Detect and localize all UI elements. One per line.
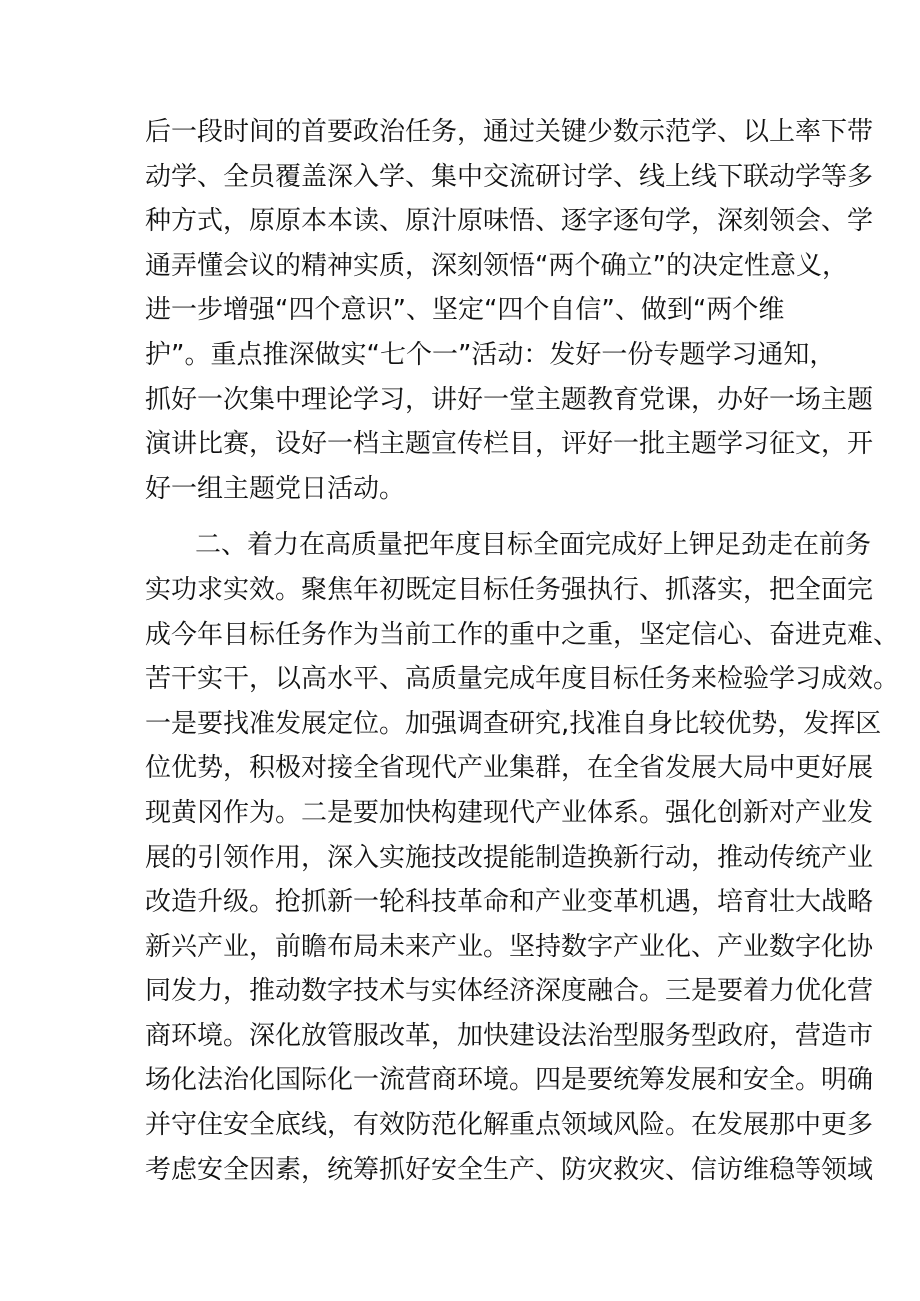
text-line: 新兴产业，前瞻布局未来产业。坚持数字产业化、产业数字化协 xyxy=(145,931,874,962)
text-line: 种方式，原原本本读、原汁原味悟、逐字逐句学，深刻领会、学 xyxy=(145,206,874,237)
text-line: 同发力，推动数字技术与实体经济深度融合。三是要着力优化营 xyxy=(145,976,874,1007)
text-line: 抓好一次集中理论学习，讲好一堂主题教育党课，办好一场主题 xyxy=(145,384,874,415)
text-line: 场化法治化国际化一流营商环境。四是要统筹发展和安全。明确 xyxy=(145,1065,874,1096)
text-line: 展的引领作用，深入实施技改提能制造换新行动，推动传统产业 xyxy=(145,842,874,873)
text-line: 改造升级。抢抓新一轮科技革命和产业变革机遇，培育壮大战略 xyxy=(145,887,874,918)
text-line: 商环境。深化放管服改革，加快建设法治型服务型政府，营造市 xyxy=(145,1020,874,1051)
text-line: 护”。重点推深做实“七个一”活动：发好一份专题学习通知， xyxy=(145,339,836,370)
text-line: 动学、全员覆盖深入学、集中交流研讨学、线上线下联动学等多 xyxy=(145,161,874,192)
text-line: 考虑安全因素，统筹抓好安全生产、防灾救灾、信访维稳等领域 xyxy=(145,1154,874,1185)
text-line: 位优势，积极对接全省现代产业集群，在全省发展大局中更好展 xyxy=(145,753,874,784)
text-line: 成今年目标任务作为当前工作的重中之重，坚定信心、奋进克难、 xyxy=(145,619,900,650)
paragraph-1 xyxy=(145,110,874,511)
text-line: 好一组主题党日活动。 xyxy=(145,473,406,504)
text-line: 苦干实干，以高水平、高质量完成年度目标任务来检验学习成效。 xyxy=(145,664,900,695)
paragraph-gap xyxy=(145,511,795,523)
text-line: 一是要找准发展定位。加强调查研究,找准自身比较优势，发挥区 xyxy=(145,708,882,739)
paragraph-2 xyxy=(145,523,900,1192)
text-line: 并守住安全底线，有效防范化解重点领域风险。在发展那中更多 xyxy=(145,1110,874,1141)
text-line: 演讲比赛，设好一档主题宣传栏目，评好一批主题学习征文，开 xyxy=(145,429,874,460)
text-line: 后一段时间的首要政治任务，通过关键少数示范学、以上率下带 xyxy=(145,117,874,147)
document-body xyxy=(145,110,900,1192)
text-line: 进一步增强“四个意识”、坚定“四个自信”、做到“两个维 xyxy=(145,295,785,326)
text-line: 通弄懂会议的精神实质，深刻领悟“两个确立”的决定性意义， xyxy=(145,250,848,281)
text-line: 现黄冈作为。二是要加快构建现代产业体系。强化创新对产业发 xyxy=(145,797,874,828)
section-heading-line: 二、着力在高质量把年度目标全面完成好上钾足劲走在前务 xyxy=(195,530,872,561)
text-line: 实功求实效。聚焦年初既定目标任务强执行、抓落实，把全面完 xyxy=(145,574,874,605)
